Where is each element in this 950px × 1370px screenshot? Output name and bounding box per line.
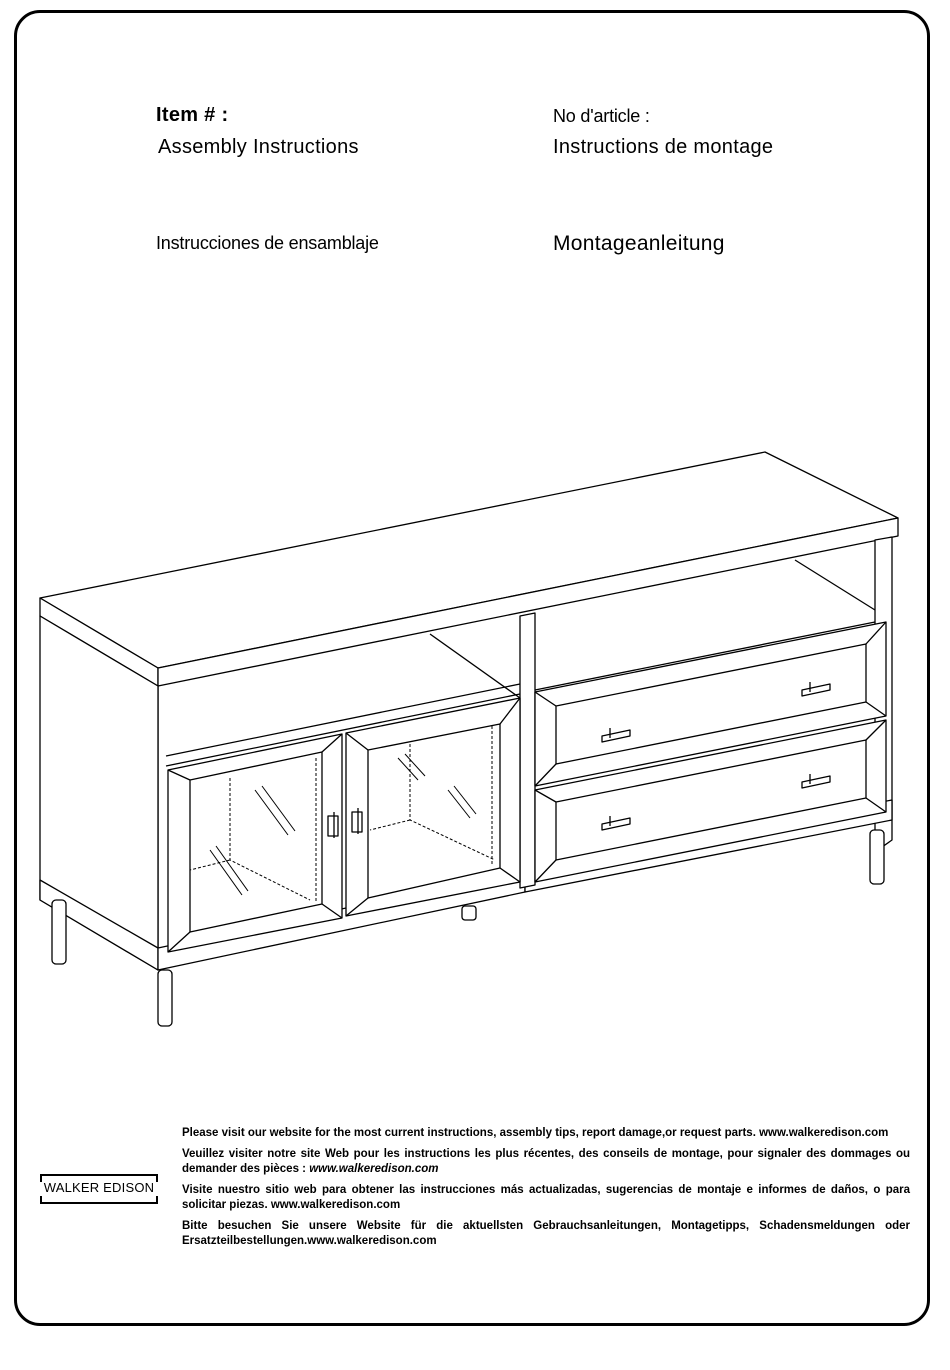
item-number-label-en: Item # : — [156, 104, 229, 126]
assembly-instructions-fr: Instructions de montage — [553, 136, 774, 158]
website-link-es[interactable]: www.walkeredison.com — [270, 1199, 401, 1211]
notice-de-text: Bitte besuchen Sie unsere Website für die aktuellsten Gebrauchsanleitungen, Montagetipps, Schadensmeldungen oder Ersatzteilbestellungen. — [182, 1220, 910, 1247]
website-notice — [182, 1126, 910, 1255]
notice-fr — [182, 1147, 910, 1177]
notice-en — [182, 1126, 910, 1141]
website-link-de[interactable]: www.walkeredison.com — [307, 1235, 437, 1247]
logo-text: WALKER EDISON — [43, 1180, 155, 1195]
assembly-instructions-es: Instrucciones de ensamblaje — [156, 233, 379, 253]
notice-es-text: Visite nuestro sitio web para obtener las instrucciones más actualizadas, sugerencias de montaje e informes de daños, o para solicitar piezas. — [182, 1184, 910, 1211]
website-link-fr[interactable]: www.walkeredison.com — [309, 1163, 439, 1175]
notice-es — [182, 1183, 910, 1213]
walker-edison-logo — [40, 1174, 158, 1204]
website-link-en[interactable]: www.walkeredison.com — [759, 1127, 889, 1139]
notice-de — [182, 1219, 910, 1249]
tv-stand-illustration — [30, 440, 910, 1040]
assembly-instructions-de: Montageanleitung — [553, 232, 725, 255]
item-number-label-fr: No d'article : — [553, 106, 650, 126]
notice-fr-text: Veuillez visiter notre site Web pour les instructions les plus récentes, des conseils de montage, pour signaler des dommages ou demander des pièces : — [182, 1148, 910, 1175]
notice-en-text: Please visit our website for the most current instructions, assembly tips, report damage,or request parts. — [182, 1127, 756, 1139]
assembly-instructions-en: Assembly Instructions — [158, 136, 359, 158]
